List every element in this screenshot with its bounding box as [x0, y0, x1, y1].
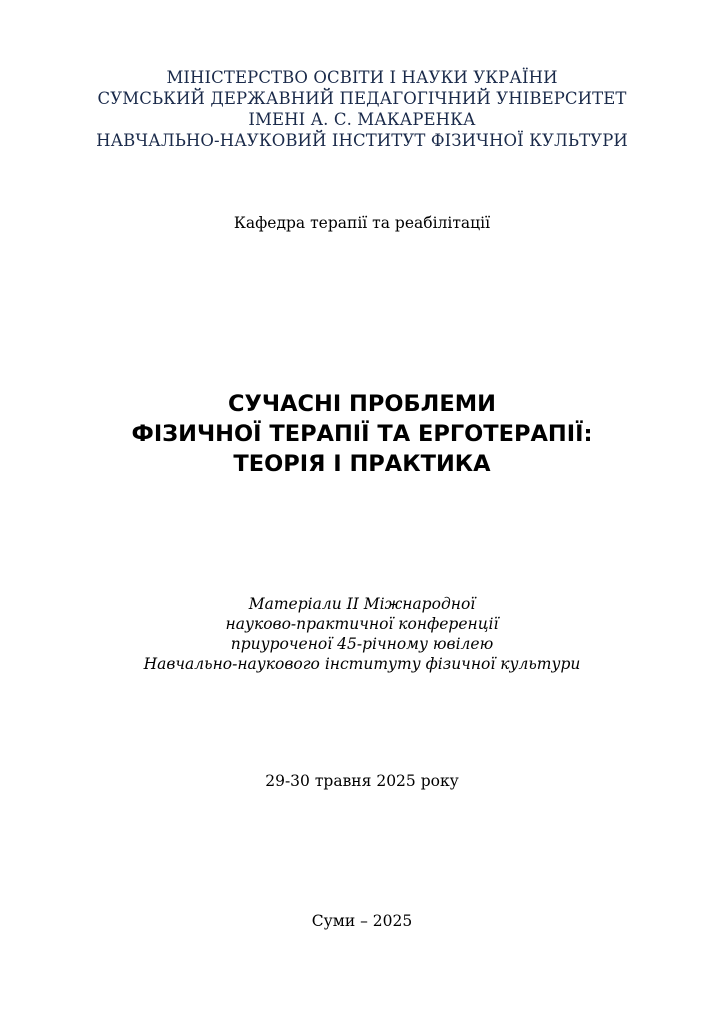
institute-line: НАВЧАЛЬНО-НАУКОВИЙ ІНСТИТУТ ФІЗИЧНОЇ КУЛЬТУРИ: [96, 131, 628, 150]
place-year: Суми – 2025: [311, 912, 413, 930]
university-name-line: ІМЕНІ А. С. МАКАРЕНКА: [248, 110, 476, 129]
subtitle-line: Матеріали ІІ Міжнародної: [248, 595, 476, 613]
university-line: СУМСЬКИЙ ДЕРЖАВНИЙ ПЕДАГОГІЧНИЙ УНІВЕРСИТЕТ: [97, 89, 627, 108]
title-line: СУЧАСНІ ПРОБЛЕМИ: [228, 391, 496, 417]
ministry-line: МІНІСТЕРСТВО ОСВІТИ І НАУКИ УКРАЇНИ: [166, 68, 558, 87]
subtitle-line: приуроченої 45-річному ювілею: [230, 635, 494, 653]
title-line: ФІЗИЧНОЇ ТЕРАПІЇ ТА ЕРГОТЕРАПІЇ:: [131, 421, 593, 447]
conference-date: 29-30 травня 2025 року: [265, 772, 459, 790]
subtitle-line: науково-практичної конференції: [225, 615, 499, 633]
subtitle-line: Навчально-наукового інституту фізичної культури: [143, 655, 581, 673]
title-line: ТЕОРІЯ І ПРАКТИКА: [233, 451, 491, 477]
department-label: Кафедра терапії та реабілітації: [233, 214, 491, 232]
